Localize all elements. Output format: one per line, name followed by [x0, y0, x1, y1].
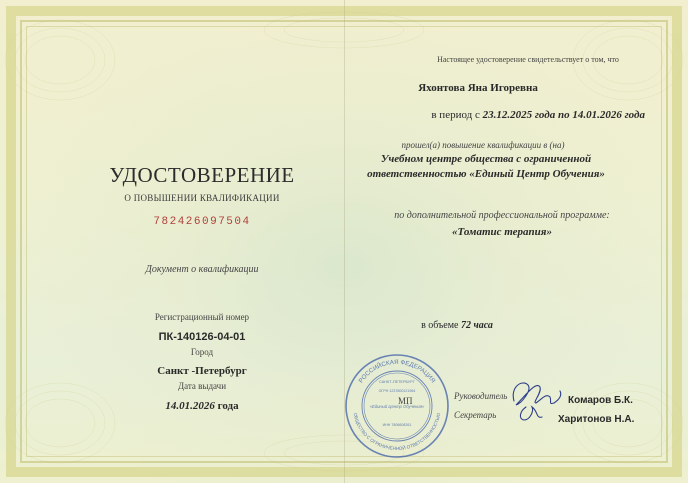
period-value: 23.12.2025 года по 14.01.2026 года: [482, 109, 645, 121]
passed-text: прошел(а) повышение квалификации в (на): [401, 140, 565, 150]
stamp-center: «Единый Центр Обучения»: [369, 404, 425, 409]
program-name: «Томатис терапия»: [452, 226, 552, 238]
document-subtitle: О ПОВЫШЕНИИ КВАЛИФИКАЦИИ: [124, 193, 280, 203]
registration-number: ПК-140126-04-01: [158, 331, 246, 343]
stamp-inn: ИНН 7806608261: [382, 423, 412, 427]
registration-label: Регистрационный номер: [154, 312, 250, 322]
issue-date-label: Дата выдачи: [177, 381, 227, 391]
holder-name: Яхонтова Яна Игоревна: [418, 82, 538, 94]
certifies-text: Настоящее удостоверение свидетельствует о том, что: [437, 55, 619, 64]
official-stamp: [343, 352, 451, 460]
period-prefix: в период с: [431, 109, 483, 121]
stamp-ring-bottom: ОБЩЕСТВО С ОГРАНИЧЕННОЙ ОТВЕТСТВЕННОСТЬЮ: [352, 412, 442, 452]
issue-date: [60, 400, 344, 412]
seal-place-label: МП: [398, 396, 413, 406]
document-kind: Документ о квалификации: [145, 264, 259, 275]
stamp-ring-top: РОССИЙСКАЯ ФЕДЕРАЦИЯ: [357, 358, 437, 385]
stamp-ogrn: ОГРН 1237800121964: [378, 389, 416, 393]
course-volume: [355, 320, 559, 331]
head-role-label: Руководитель: [454, 391, 508, 401]
city-label: Город: [190, 347, 214, 357]
secretary-name: Харитонов Н.А.: [558, 414, 635, 425]
city-value: Санкт -Петербург: [157, 365, 247, 377]
issue-date-value: 14.01.2026: [165, 400, 215, 412]
secretary-role-label: Секретарь: [454, 410, 497, 420]
handwritten-signature: [506, 373, 566, 425]
document-title: УДОСТОВЕРЕНИЕ: [109, 163, 295, 187]
head-name: Комаров Б.К.: [568, 395, 633, 406]
volume-hours: 72 часа: [461, 320, 493, 331]
organization-line-2: ответственностью «Единый Центр Обучения»: [367, 168, 605, 180]
training-period: [355, 109, 645, 121]
form-number: 782426097504: [153, 216, 251, 228]
volume-prefix: в объеме: [421, 320, 461, 331]
organization-line-1: Учебном центре общества с ограниченной: [380, 153, 592, 165]
stamp-city: САНКТ-ПЕТЕРБУРГ: [379, 380, 415, 384]
program-label: по дополнительной профессиональной программе:: [394, 210, 610, 221]
issue-date-suffix: года: [214, 400, 239, 412]
